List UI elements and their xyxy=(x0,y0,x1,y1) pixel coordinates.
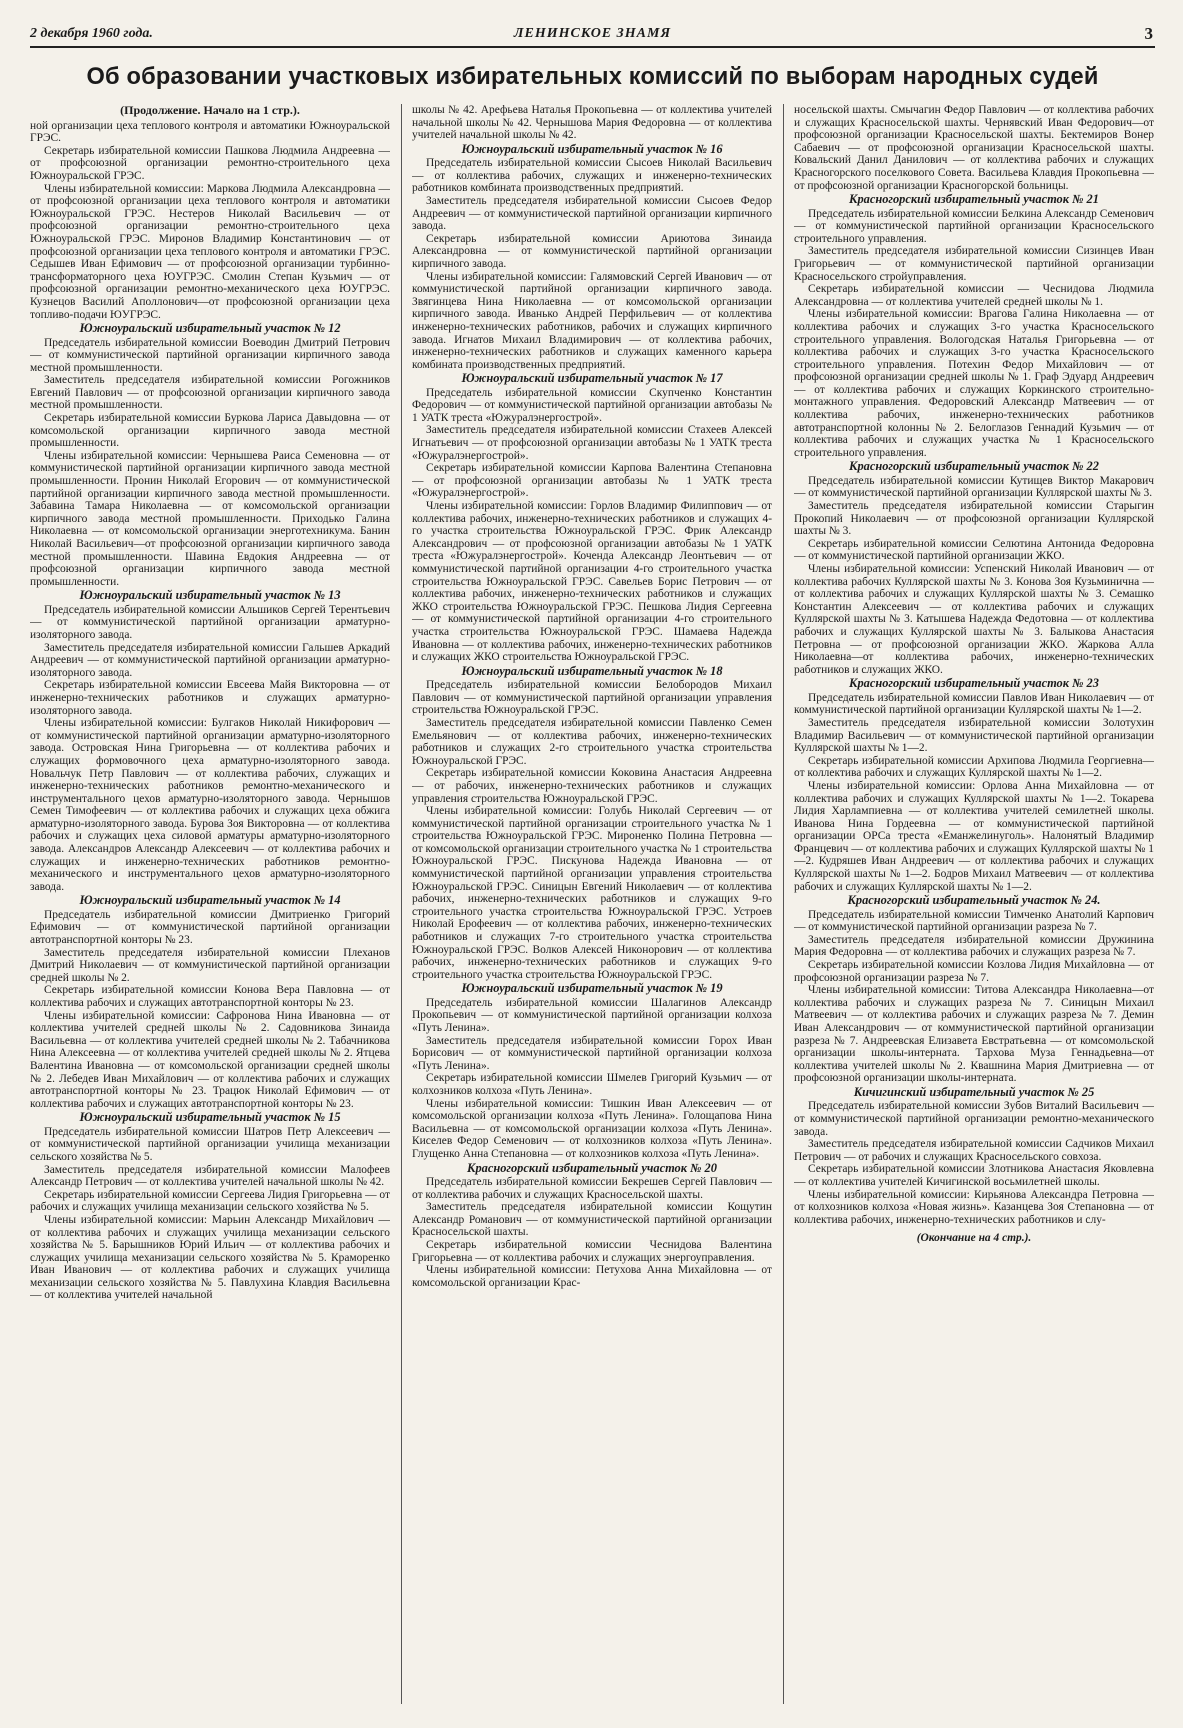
body-paragraph: Заместитель председателя избирательной комиссии Сизинцев Иван Григорьевич — от коммунистической партийной организации Красносельского стройуправления. xyxy=(794,245,1154,283)
article-column-2 xyxy=(412,104,772,1712)
body-paragraph: Секретарь избирательной комиссии Чеснидова Валентина Григорьевна — от коллектива рабочих и служащих энергоуправления. xyxy=(412,1238,772,1264)
body-paragraph: Заместитель председателя избирательной комиссии Гальшев Аркадий Андреевич — от коммунистической партийной организации арматурно-изоляторного завода. xyxy=(30,641,390,679)
paper-name: ЛЕНИНСКОЕ ЗНАМЯ xyxy=(513,26,672,41)
section-heading: Красногорский избирательный участок № 21 xyxy=(849,192,1099,207)
continuation-note: (Продолжение. Начало на 1 стр.). xyxy=(120,104,300,117)
body-paragraph: Заместитель председателя избирательной комиссии Сысоев Федор Андреевич — от коммунистической партийной организации кирпичного завода. xyxy=(412,194,772,233)
body-paragraph: Секретарь избирательной комиссии Карпова Валентина Степановна — от профсоюзной организации автобазы № 1 УАТК треста «Южуралэнергострой». xyxy=(412,462,772,500)
body-paragraph: Заместитель председателя избирательной комиссии Горох Иван Борисович — от коммунистической партийной организации колхоза «Путь Ленина». xyxy=(412,1034,772,1072)
body-paragraph: Члены избирательной комиссии: Титова Александра Николаевна—от коллектива рабочих и служащих разреза № 7. Синицын Михаил Матвеевич — от коллектива рабочих и служащих разреза № 7. Демин Иван Александрович — от коммунистической партийной организации разреза № 7. Андреевская Елизавета Евстратьевна — от комсомольской организации школы-интерната. Тархова Муза Геннадьевна—от коллектива учителей школы № 2. Квашнина Мария Дмитриевна — от профсоюзной организации школы-интерната. xyxy=(794,984,1154,1085)
body-paragraph: Председатель избирательной комиссии Бекрешев Сергей Павлович — от коллектива рабочих и служащих Красносельской шахты. xyxy=(412,1175,772,1201)
body-paragraph: Члены избирательной комиссии: Галямовский Сергей Иванович — от коммунистической партийной организации кирпичного завода. Звягинцева Нина Николаевна — от комсомольской организации кирпичного завода. Иванько Андрей Перфильевич — от коллектива инженерно-технических работников, рабочих и служащих кирпичного завода. Игнатов Михаил Владимирович — от коллектива рабочих, инженерно-технических работников и служащих каменного карьера комбината производственных предприятий. xyxy=(412,270,772,371)
body-paragraph: Председатель избирательной комиссии Тимченко Анатолий Карпович — от коммунистической партийной организации разреза № 7. xyxy=(794,908,1154,934)
body-paragraph: Председатель избирательной комиссии Альшиков Сергей Терентьевич— от коммунистической партийной организации арматурно-изоляторного завода. xyxy=(30,603,390,641)
continued-paragraph: ной организации цеха теплового контроля и автоматики Южноуральской ГРЭС. xyxy=(30,119,390,145)
body-paragraph: Члены избирательной комиссии: Сафронова Нина Ивановна — от коллектива учителей средней школы № 2. Садовникова Зинаида Васильевна — от коллектива учителей средней школы № 2. Табачникова Нина Алексеевна — от коллектива учителей средней школы № 2. Ятцева Валентина Ивановна — от комсомольской организации средней школы № 2. Лебедев Иван Михайлович — от коллектива рабочих и служащих автотранспортной конторы № 23. Трацюк Николай Ефимович — от коллектива рабочих и служащих автотранспортной конторы № 23. xyxy=(30,1009,390,1110)
section-heading: Южноуральский избирательный участок № 12 xyxy=(79,321,341,336)
body-paragraph: Заместитель председателя избирательной комиссии Дружинина Мария Федоровна — от коллектива рабочих и служащих разреза № 7. xyxy=(794,933,1154,959)
body-paragraph: Заместитель председателя избирательной комиссии Стахеев Алексей Игнатьевич — от профсоюзной организации автобазы № 1 УАТК треста «Южуралэнергострой». xyxy=(412,424,772,462)
issue-date: 2 декабря 1960 года. xyxy=(30,26,153,41)
body-paragraph: Председатель избирательной комиссии Сысоев Николай Васильевич — от коллектива рабочих, служащих и инженерно-технических работников комбината производственных предприятий. xyxy=(412,157,772,195)
body-paragraph: Председатель избирательной комиссии Скупченко Константин Федорович — от коммунистической партийной организации автобазы № 1 УАТК треста «Южуралэнергострой». xyxy=(412,386,772,424)
body-paragraph: Секретарь избирательной комиссии Сергеева Лидия Григорьевна — от рабочих и служащих училища механизации сельского хозяйства № 5. xyxy=(30,1188,390,1214)
article-headline: Об образовании участковых избирательных комиссий по выборам народных судей xyxy=(86,64,1099,90)
section-heading: Южноуральский избирательный участок № 14 xyxy=(79,893,341,908)
body-paragraph: Секретарь избирательной комиссии Селютина Антонида Федоровна — от коммунистической партийной организации ЖКО. xyxy=(794,537,1154,563)
body-paragraph: Члены избирательной комиссии: Булгаков Николай Никифорович — от коммунистической партийной организации арматурно-изоляторного завода. Островская Нина Григорьевна — от коллектива рабочих и служащих формовочного цеха арматурно-изоляторного завода. Новальчук Петр Павлович — от коллектива рабочих, служащих и инженерно-технических работников ремонтно-механического и инструментального цехов арматурно-изоляторного завода. Чернышов Семен Тимофеевич — от коллектива рабочих и служащих цеха обжига арматурно-изоляторного завода. Бурова Зоя Викторовна — от коллектива рабочих и служащих цеха силовой арматуры арматурно-изоляторного завода. Александров Александр Алексеевич — от коллектива рабочих и служащих и инженерно-технических работников ремонтно-механического и инструментального цехов арматурно-изоляторного завода. xyxy=(30,717,390,893)
article-columns xyxy=(30,104,1155,1712)
body-paragraph: Секретарь избирательной комиссии Архипова Людмила Георгиевна—от коллектива рабочих и служащих Куллярской шахты № 1—2. xyxy=(794,754,1154,780)
body-paragraph: Председатель избирательной комиссии Павлов Иван Николаевич — от коммунистической партийной организации Куллярской шахты № 1—2. xyxy=(794,691,1154,717)
section-heading: Южноуральский избирательный участок № 13 xyxy=(79,588,341,603)
body-paragraph: Члены избирательной комиссии: Марьин Александр Михайлович — от коллектива рабочих и служащих училища механизации сельского хозяйства № 5. Барышников Юрий Ильич — от коллектива рабочих и служащих училища механизации сельского хозяйства № 5. Краморенко Иван Иванович — от коллектива рабочих и служащих училища механизации сельского хозяйства № 5. Павлухина Клавдия Васильевна — от коллектива учителей начальной xyxy=(30,1213,390,1302)
body-paragraph: Заместитель председателя избирательной комиссии Павленко Семен Емельянович — от коллектива рабочих, инженерно-технических работников и служащих 2-го строительного участка строительства Южноуральской ГРЭС. xyxy=(412,716,772,767)
section-heading: Красногорский избирательный участок № 23 xyxy=(849,676,1099,691)
body-paragraph: Члены избирательной комиссии: Горлов Владимир Филиппович — от коллектива рабочих, инженерно-технических работников и служащих 4-го участка строительства Южноуральской ГРЭС. Фрик Александр Александрович — от профсоюзной организации автобазы № 1 УАТК треста «Южуралэнергострой». Коченда Александр Леонтьевич — от коммунистической партийной организации 4-го строительного участка строительства Южноуральской ГРЭС. Савельев Борис Петрович — от коллектива рабочих, инженерно-технических работников и служащих ЖКО строительства Южноуральской ГРЭС. Пешкова Лидия Сергеевна — от коммунистической партийной организации 4-го строительного участка строительства Южноуральской ГРЭС. Шамаева Надежда Ивановна — от коллектива рабочих, инженерно-технических работников и служащих ЖКО строительства Южноуральской ГРЭС. xyxy=(412,500,772,664)
body-paragraph: Секретарь избирательной комиссии Козлова Лидия Михайловна — от профсоюзной организации разреза № 7. xyxy=(794,959,1154,984)
body-paragraph: Члены избирательной комиссии: Тишкин Иван Алексеевич — от комсомольской организации колхоза «Путь Ленина». Голощапова Нина Васильевна — от комсомольской организации колхоза «Путь Ленина». Киселев Федор Семенович — от колхозников колхоза «Путь Ленина». Глущенко Анна Степановна — от колхозников колхоза «Путь Ленина». xyxy=(412,1097,772,1160)
column-divider xyxy=(401,104,402,1704)
section-heading: Южноуральский избирательный участок № 18 xyxy=(461,663,723,678)
page-number: 3 xyxy=(1144,24,1153,43)
continued-paragraph: носельской шахты. Смычагин Федор Павлович — от коллектива рабочих и служащих Красносельской шахты. Чернявский Иван Федорович—от профсоюзной организации Красносельской шахты. Бектемиров Вонер Сабаевич — от профсоюзной организации Красносельской шахты. Ковальский Данил Данилович — от коллектива рабочих и служащих Красногорского поселкового Совета. Васильева Клавдия Прокопьевна — от профсоюзной организации Красногорской больницы. xyxy=(794,104,1154,192)
section-heading: Южноуральский избирательный участок № 17 xyxy=(461,371,723,386)
body-paragraph: Заместитель председателя избирательной комиссии Кощутин Александр Романович — от коммунистической партийной организации Красносельской шахты. xyxy=(412,1201,772,1239)
article-column-3 xyxy=(794,104,1154,1712)
body-paragraph: Председатель избирательной комиссии Кутищев Виктор Макарович — от коммунистической партийной организации Куллярской шахты № 3. xyxy=(794,474,1154,500)
body-paragraph: Секретарь избирательной комиссии Коковина Анастасия Андреевна — от рабочих, инженерно-технических работников и служащих управления строительства Южноуральской ГРЭС. xyxy=(412,767,772,805)
body-paragraph: Члены избирательной комиссии: Маркова Людмила Александровна — от профсоюзной организации цеха теплового контроля и автоматики Южноуральской ГРЭС. Нестеров Николай Васильевич — от профсоюзной организации ремонтно-строительного цеха Южноуральской ГРЭС. Миронов Владимир Константинович — от профсоюзной организации цеха теплового контроля и автоматики ГРЭС. Седышев Иван Ефимович — от профсоюзной организации турбинно-трансформаторного цеха ЮУГРЭС. Смолин Степан Кузьмич — от профсоюзной организации ремонтно-механического цеха ЮУГРЭС. Кузнецов Василий Аполлонович—от профсоюзной организации цеха топливо-подачи ЮУГРЭС. xyxy=(30,182,390,321)
section-heading: Кичигинский избирательный участок № 25 xyxy=(853,1084,1095,1099)
body-paragraph: Секретарь избирательной комиссии Злотникова Анастасия Яковлевна — от коллектива учителей Кичигинской восьмилетней школы. xyxy=(794,1163,1154,1188)
body-paragraph: Секретарь избирательной комиссии — Чеснидова Людмила Александровна — от коллектива учителей средней школы № 1. xyxy=(794,283,1154,308)
body-paragraph: Секретарь избирательной комиссии Пашкова Людмила Андреевна — от профсоюзной организации ремонтно-строительного цеха Южноуральской ГРЭС. xyxy=(30,144,390,182)
body-paragraph: Председатель избирательной комиссии Воеводин Дмитрий Петрович — от коммунистической партийной организации кирпичного завода местной промышленности. xyxy=(30,336,390,374)
body-paragraph: Заместитель председателя избирательной комиссии Золотухин Владимир Васильевич — от коммунистической партийной организации Куллярской шахты № 1—2. xyxy=(794,716,1154,755)
section-heading: Южноуральский избирательный участок № 19 xyxy=(461,981,723,996)
continued-paragraph: школы № 42. Арефьева Наталья Прокопьевна — от коллектива учителей начальной школы № 42. Чернышова Мария Федоровна — от коллектива учителей начальной школы № 42. xyxy=(412,104,772,142)
body-paragraph: Заместитель председателя избирательной комиссии Плеханов Дмитрий Николаевич — от коммунистической партийной организации средней школы № 2. xyxy=(30,946,390,984)
section-heading: Красногорский избирательный участок № 24. xyxy=(847,893,1101,908)
body-paragraph: Заместитель председателя избирательной комиссии Старыгин Прокопий Николаевич — от профсоюзной организации Куллярской шахты № 3. xyxy=(794,500,1154,538)
column-divider xyxy=(783,104,784,1704)
body-paragraph: Председатель избирательной комиссии Шалагинов Александр Прокопьевич — от коммунистической партийной организации колхоза «Путь Ленина». xyxy=(412,996,772,1034)
body-paragraph: Члены избирательной комиссии: Успенский Николай Иванович — от коллектива рабочих Куллярской шахты № 3. Конова Зоя Кузьминична — от коллектива рабочих и служащих Куллярской шахты № 3. Семашко Константин Алексеевич — от коллектива рабочих и служащих Куллярской шахты № 3. Катышева Надежда Федотовна — от коллектива рабочих и служащих Куллярской шахты № 3. Балыкова Анастасия Петровна — от профсоюзной организации ЖКО. Жаркова Алла Николаевна—от коллектива рабочих, инженерно-технических работников и служащих ЖКО. xyxy=(794,563,1154,676)
body-paragraph: Секретарь избирательной комиссии Евсеева Майя Викторовна — от инженерно-технических работников и служащих арматурно-изоляторного завода. xyxy=(30,679,390,717)
body-paragraph: Члены избирательной комиссии: Врагова Галина Николаевна — от коллектива рабочих и служащих 3-го участка Красносельского строительного управления. Вологодская Наталья Григорьевна — от коллектива рабочих и служащих 3-го участка Красносельского строительного управления. Потехин Федор Михайлович — от профсоюзной организации средней школы № 1. Граф Эдуард Андреевич — от коллектива рабочих и служащих Коркинского строительно-монтажного управления. Федоровский Александр Матвеевич — от коллектива рабочих, инженерно-технических работников автотранспортной колонны № 2. Белоглазов Геннадий Кузьмич — от коллектива рабочих и служащих участка № 1 Красносельского строительного управления. xyxy=(794,308,1154,459)
body-paragraph: Члены избирательной комиссии: Петухова Анна Михайловна — от комсомольской организации Крас- xyxy=(412,1264,772,1289)
masthead xyxy=(30,26,1155,48)
body-paragraph: Секретарь избирательной комиссии Шмелев Григорий Кузьмич — от колхозников колхоза «Путь Ленина». xyxy=(412,1072,772,1097)
section-heading: Южноуральский избирательный участок № 16 xyxy=(461,141,723,156)
body-paragraph: Заместитель председателя избирательной комиссии Малофеев Александр Петрович — от коллектива учителей начальной школы № 42. xyxy=(30,1163,390,1189)
section-heading: Южноуральский избирательный участок № 15 xyxy=(79,1110,341,1125)
body-paragraph: Председатель избирательной комиссии Зубов Виталий Васильевич — от коммунистической партийной организации ремонтно-механического завода. xyxy=(794,1100,1154,1138)
body-paragraph: Председатель избирательной комиссии Белкина Александр Семенович — от коммунистической партийной организации Красносельского строительного управления. xyxy=(794,207,1154,245)
section-heading: Красногорский избирательный участок № 22 xyxy=(849,459,1099,474)
continued-on-note: (Окончание на 4 стр.). xyxy=(916,1232,1032,1245)
body-paragraph: Заместитель председателя избирательной комиссии Садчиков Михаил Петрович — от рабочих и служащих Красносельского совхоза. xyxy=(794,1138,1154,1163)
article-column-1 xyxy=(30,104,390,1712)
body-paragraph: Председатель избирательной комиссии Белобородов Михаил Павлович — от коммунистической партийной организации управления строительства Южноуральской ГРЭС. xyxy=(412,679,772,717)
body-paragraph: Члены избирательной комиссии: Орлова Анна Михайловна — от коллектива рабочих и служащих Куллярской шахты № 1—2. Токарева Лидия Харлампиевна — от коллектива учителей семилетней школы. Иванова Нина Гордеевна — от коммунистической партийной организации ОРСа треста «Еманжелинуголь». Налонятый Владимир Францевич — от коллектива рабочих и служащих Куллярской шахты № 1—2. Кудряшев Иван Андреевич — от коллектива рабочих и служащих Куллярской шахты № 1—2. Бодров Михаил Матвеевич — от коллектива рабочих и служащих Куллярской шахты № 1—2. xyxy=(794,779,1154,893)
body-paragraph: Члены избирательной комиссии: Чернышева Раиса Семеновна — от коммунистической партийной организации кирпичного завода местной промышленности. Пронин Николай Егорович — от коммунистической партийной организации кирпичного завода местной промышленности. Забавина Тамара Николаевна — от комсомольской организации кирпичного завода местной промышленности. Приходько Галина Николаевна — от комсомольской организации энерготехникума. Банин Николай Васильевич—от профсоюзной организации кирпичного завода местной промышленности. Шавина Евдокия Андреевна — от профсоюзной организации кирпичного завода местной промышленности. xyxy=(30,449,390,588)
body-paragraph: Секретарь избирательной комиссии Буркова Лариса Давыдовна — от комсомольской организации кирпичного завода местной промышленности. xyxy=(30,412,390,450)
section-heading: Красногорский избирательный участок № 20 xyxy=(467,1160,717,1175)
body-paragraph: Секретарь избирательной комиссии Ариютова Зинаида Александровна — от коммунистической партийной организации кирпичного завода. xyxy=(412,232,772,270)
body-paragraph: Заместитель председателя избирательной комиссии Рогожников Евгений Павлович — от профсоюзной организации кирпичного завода местной промышленности. xyxy=(30,374,390,412)
body-paragraph: Члены избирательной комиссии: Кирьянова Александра Петровна — от колхозников колхоза «Новая жизнь». Казанцева Зоя Степановна — от коллектива рабочих, инженерно-технических работников и слу- xyxy=(794,1188,1154,1226)
body-paragraph: Председатель избирательной комиссии Дмитриенко Григорий Ефимович — от коммунистической партийной организации автотранспортной конторы № 23. xyxy=(30,908,390,947)
body-paragraph: Члены избирательной комиссии: Голубь Николай Сергеевич — от коммунистической партийной организации строительного участка № 1 строительства Южноуральской ГРЭС. Мироненко Полина Петровна — от комсомольской организации строительного участка № 1 строительства Южноуральской ГРЭС. Пискунова Надежда Ивановна — от коммунистической партийной организации управления строительства Южноуральской ГРЭС. Синицын Евгений Николаевич — от коллектива рабочих, инженерно-технических работников и служащих 9-го строительного участка строительства Южноуральской ГРЭС. Устроев Николай Ерофеевич — от коллектива рабочих, инженерно-технических работников и служащих 7-го строительного участка строительства Южноуральской ГРЭС. Волков Алексей Никонорович — от коллектива рабочих, инженерно-технических работников и служащих 9-го строительного участка строительства Южноуральской ГРЭС. xyxy=(412,805,772,981)
body-paragraph: Председатель избирательной комиссии Шатров Петр Алексеевич — от коммунистической партийной организации училища механизации сельского хозяйства № 5. xyxy=(30,1125,390,1163)
body-paragraph: Секретарь избирательной комиссии Конова Вера Павловна — от коллектива рабочих и служащих автотранспортной конторы № 23. xyxy=(30,984,390,1009)
